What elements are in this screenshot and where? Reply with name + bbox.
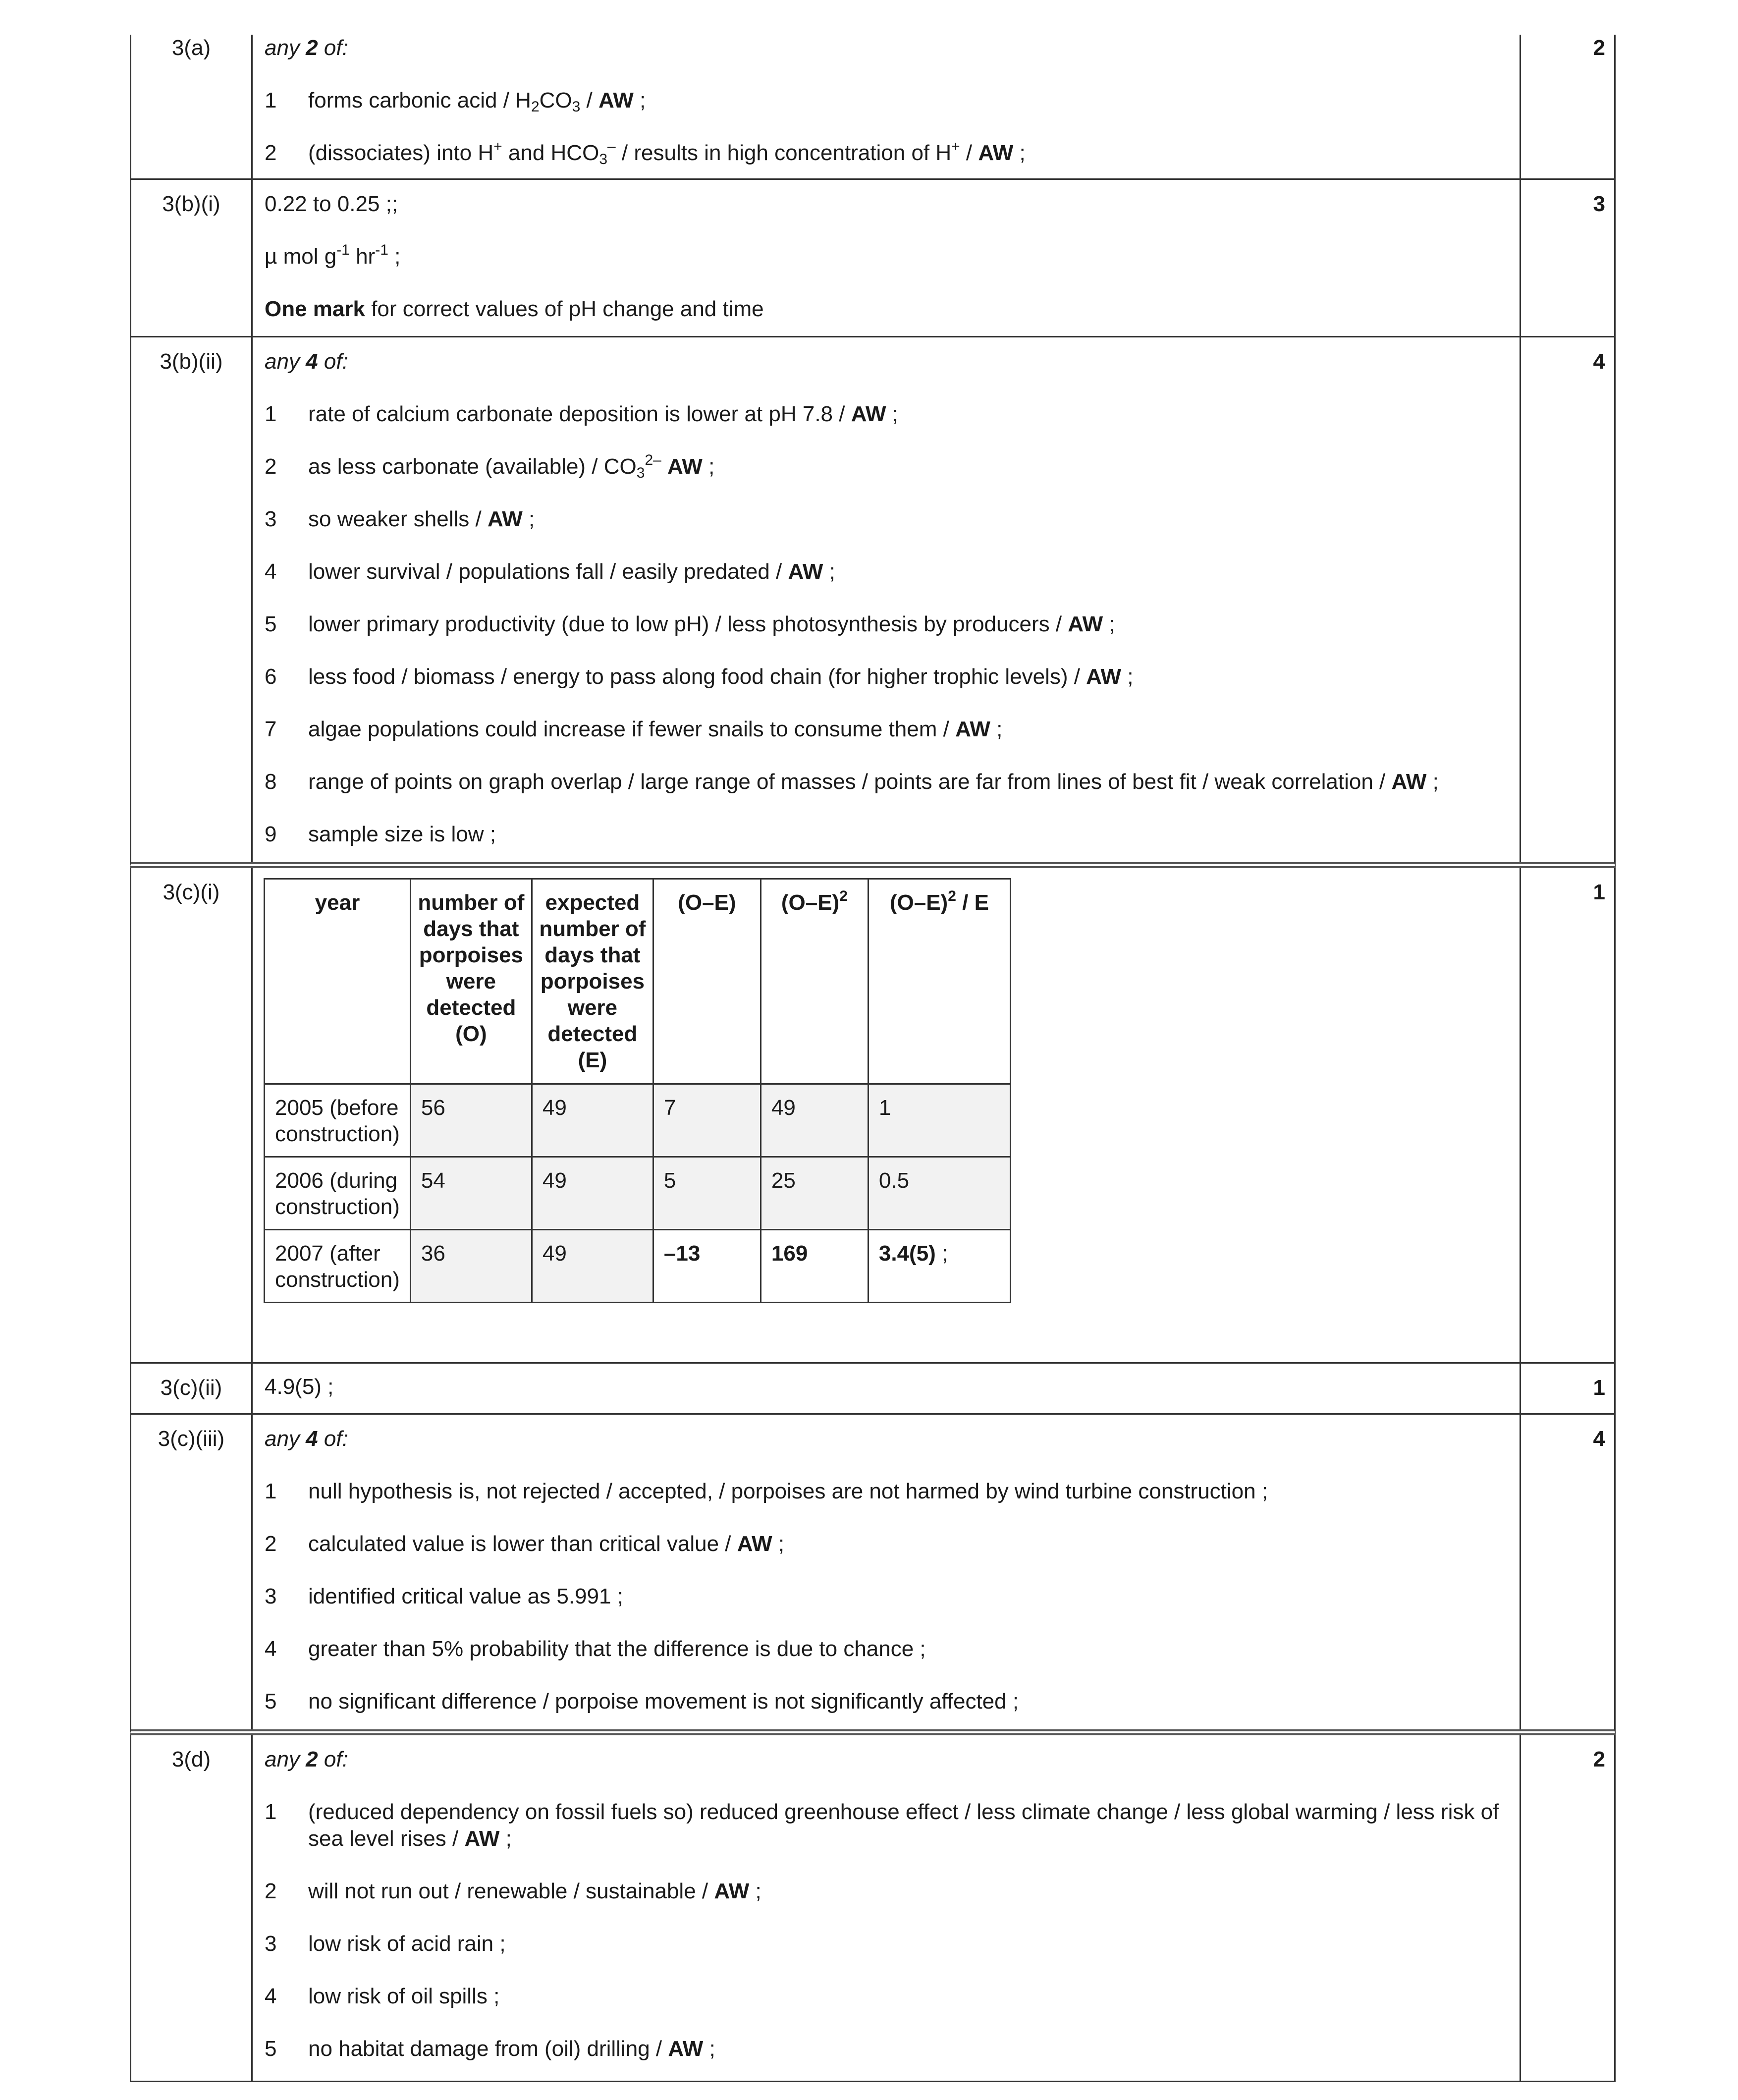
any-of-intro: any 2 of: — [265, 1747, 348, 1771]
cell-o-minus-e-squared: 49 — [760, 1084, 868, 1157]
question-label: 3(c)(ii) — [131, 1364, 253, 1413]
question-label: 3(b)(ii) — [131, 337, 253, 862]
answer-point: 5 no habitat damage from (oil) drilling / AW ; — [265, 2037, 715, 2061]
mark-scheme-table — [130, 35, 1616, 2082]
answer-point: 3 identified critical value as 5.991 ; — [265, 1584, 623, 1608]
answer-point: 2 will not run out / renewable / sustainable / AW ; — [265, 1879, 761, 1903]
col-header-expected: expected number of days that porpoises were detected (E) — [532, 879, 653, 1084]
marks-cell: 2 — [1593, 1747, 1605, 1771]
answer-point: 2 (dissociates) into H+ and $HCO_3^-$ / results in high concentration of H+ / AW ; — [265, 138, 1026, 167]
cell-o-minus-e-squared: 169 — [760, 1230, 868, 1303]
marks-cell: 4 — [1593, 1427, 1605, 1451]
answer-value: 4.9(5) ; — [265, 1375, 334, 1399]
col-header-o-minus-e: (O–E) — [653, 879, 760, 1084]
answer-cell — [253, 35, 1521, 178]
answer-cell — [253, 180, 1521, 336]
answer-point: 9 sample size is low ; — [265, 822, 496, 846]
question-label: 3(c)(iii) — [131, 1415, 253, 1729]
answer-point: 8 range of points on graph overlap / large range of masses / points are far from lines of best fit / weak correlation / AW ; — [265, 770, 1439, 794]
marks-cell: 3 — [1593, 192, 1605, 216]
answer-point: 4 greater than 5% probability that the difference is due to chance ; — [265, 1637, 926, 1661]
chi-squared-table — [264, 878, 1011, 1303]
any-of-intro: any 4 of: — [265, 349, 348, 374]
answer-unit: µ mol $g^{-1}$ $hr^{-1}$ ; — [265, 242, 401, 269]
cell-o-minus-e-squared: 25 — [760, 1157, 868, 1230]
row-3d — [130, 1735, 1616, 2082]
marks-cell: 1 — [1593, 880, 1605, 904]
answer-point: 5 lower primary productivity (due to low pH) / less photosynthesis by producers / AW ; — [265, 612, 1115, 636]
cell-year: 2005 (before construction) — [265, 1084, 411, 1157]
row-3a — [130, 35, 1616, 180]
col-header-year: year — [265, 879, 411, 1084]
cell-expected: 49 — [532, 1230, 653, 1303]
col-header-observed: number of days that porpoises were detected (O) — [410, 879, 532, 1084]
cell-o-minus-e: –13 — [653, 1230, 760, 1303]
col-header-chi-term: $(O-E)^2$ / E — [868, 879, 1010, 1084]
answer-point: 4 low risk of oil spills ; — [265, 1984, 500, 2008]
marks-cell: 4 — [1593, 349, 1605, 374]
answer-point: 4 lower survival / populations fall / easily predated / AW ; — [265, 559, 835, 584]
cell-expected: 49 — [532, 1084, 653, 1157]
any-of-intro: any 2 of: — [265, 36, 348, 60]
answer-point: 3 low risk of acid rain ; — [265, 1932, 506, 1956]
question-label: 3(a) — [131, 35, 253, 178]
row-3bii — [130, 337, 1616, 868]
cell-observed: 56 — [410, 1084, 532, 1157]
answer-point: 1 (reduced dependency on fossil fuels so) reduced greenhouse effect / less climate change / less global warming / less risk of sea level rises / AW ; — [265, 1800, 1499, 1851]
row-3ci — [130, 868, 1616, 1364]
question-label: 3(b)(i) — [131, 180, 253, 336]
answer-point: 2 calculated value is lower than critical value / AW ; — [265, 1532, 785, 1556]
table-header-row — [265, 879, 1011, 1084]
question-label: 3(d) — [131, 1735, 253, 2081]
answer-cell — [253, 1364, 1521, 1413]
any-of-intro: any 4 of: — [265, 1427, 348, 1451]
cell-expected: 49 — [532, 1157, 653, 1230]
marks-cell: 2 — [1593, 36, 1605, 60]
cell-o-minus-e: 7 — [653, 1084, 760, 1157]
cell-o-minus-e: 5 — [653, 1157, 760, 1230]
cell-observed: 54 — [410, 1157, 532, 1230]
cell-observed: 36 — [410, 1230, 532, 1303]
row-3ciii — [130, 1415, 1616, 1735]
answer-point: 2 as less carbonate (available) / $CO_3^{2-}$ AW ; — [265, 452, 715, 481]
answer-point: 6 less food / biomass / energy to pass along food chain (for higher trophic levels) / AW ; — [265, 664, 1134, 689]
table-row — [265, 1157, 1011, 1230]
table-row — [265, 1230, 1011, 1303]
answer-point: 1 null hypothesis is, not rejected / accepted, / porpoises are not harmed by wind turbine construction ; — [265, 1479, 1268, 1503]
cell-chi-term: 0.5 — [868, 1157, 1010, 1230]
cell-year: 2006 (during construction) — [265, 1157, 411, 1230]
table-row — [265, 1084, 1011, 1157]
row-3bi — [130, 180, 1616, 337]
answer-cell — [253, 337, 1521, 862]
answer-value: 0.22 to 0.25 ;; — [265, 192, 398, 216]
question-label: 3(c)(i) — [131, 868, 253, 1362]
answer-point: 3 so weaker shells / AW ; — [265, 507, 535, 531]
cell-chi-term: 1 — [868, 1084, 1010, 1157]
answer-point: 7 algae populations could increase if fewer snails to consume them / AW ; — [265, 717, 1003, 741]
marking-note: One mark for correct values of pH change and time — [265, 297, 764, 321]
col-header-o-minus-e-squared: $(O-E)^2$ — [760, 879, 868, 1084]
answer-cell — [253, 868, 1521, 1362]
marks-cell: 1 — [1593, 1376, 1605, 1400]
answer-cell — [253, 1735, 1521, 2081]
answer-cell — [253, 1415, 1521, 1729]
answer-point: 1 rate of calcium carbonate deposition is lower at pH 7.8 / AW ; — [265, 402, 899, 426]
cell-chi-term: 3.4(5) ; — [868, 1230, 1010, 1303]
cell-year: 2007 (after construction) — [265, 1230, 411, 1303]
row-3cii — [130, 1364, 1616, 1415]
answer-point: 5 no significant difference / porpoise movement is not significantly affected ; — [265, 1689, 1019, 1713]
answer-point: 1 forms carbonic acid / $H_2CO_3$ / AW ; — [265, 88, 646, 115]
